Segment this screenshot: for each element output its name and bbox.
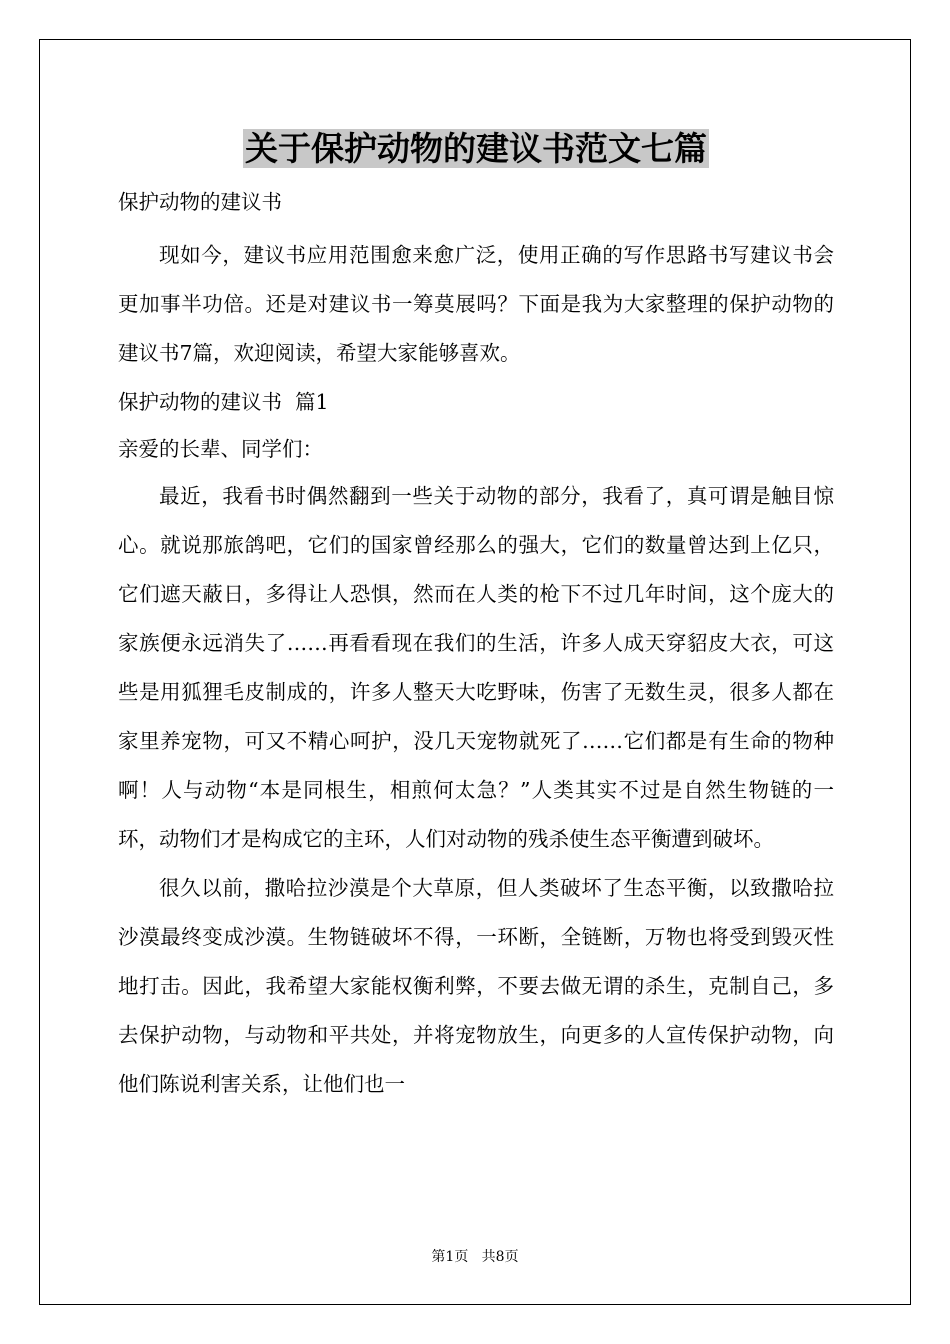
- section-heading: 保护动物的建议书 篇1: [118, 390, 329, 414]
- document-title: [118, 124, 834, 174]
- body-paragraph-1: 最近，我看书时偶然翻到一些关于动物的部分，我看了，真可谓是触目惊心。就说那旅鸽吧，它们的国家曾经那么的强大，它们的数量曾达到上亿只，它们遮天蔽日，多得让人恐惧，然而在人类的枪下不过几年时间，这个庞大的家族便永远消失了……再看看现在我们的生活，许多人成天穿貂皮大衣，可这些是用狐狸毛皮制成的，许多人整天大吃野味，伤害了无数生灵，很多人都在家里养宠物，可又不精心呵护，没几天宠物就死了……它们都是有生命的物种啊！人与动物“本是同根生，相煎何太急？”人类其实不过是自然生物链的一环，动物们才是构成它的主环，人们对动物的残杀使生态平衡遭到破坏。: [118, 484, 834, 851]
- document-subtitle: 保护动物的建议书: [118, 190, 282, 214]
- body-paragraph-2: 很久以前，撒哈拉沙漠是个大草原，但人类破坏了生态平衡，以致撒哈拉沙漠最终变成沙漠。生物链破坏不得，一环断，全链断，万物也将受到毁灭性地打击。因此，我希望大家能权衡利弊，不要去做无谓的杀生，克制自己，多去保护动物，与动物和平共处，并将宠物放生，向更多的人宣传保护动物，向他们陈说利害关系，让他们也一: [118, 876, 834, 1096]
- document-title-text: 关于保护动物的建议书范文七篇: [245, 129, 707, 168]
- document-body: [118, 124, 834, 1109]
- intro-paragraph: 现如今，建议书应用范围愈来愈广泛，使用正确的写作思路书写建议书会更加事半功倍。还是对建议书一筹莫展吗？下面是我为大家整理的保护动物的建议书7篇，欢迎阅读，希望大家能够喜欢。: [118, 243, 834, 365]
- page-number-footer: 第1页 共8页: [431, 1249, 519, 1265]
- salutation: 亲爱的长辈、同学们：: [118, 437, 323, 461]
